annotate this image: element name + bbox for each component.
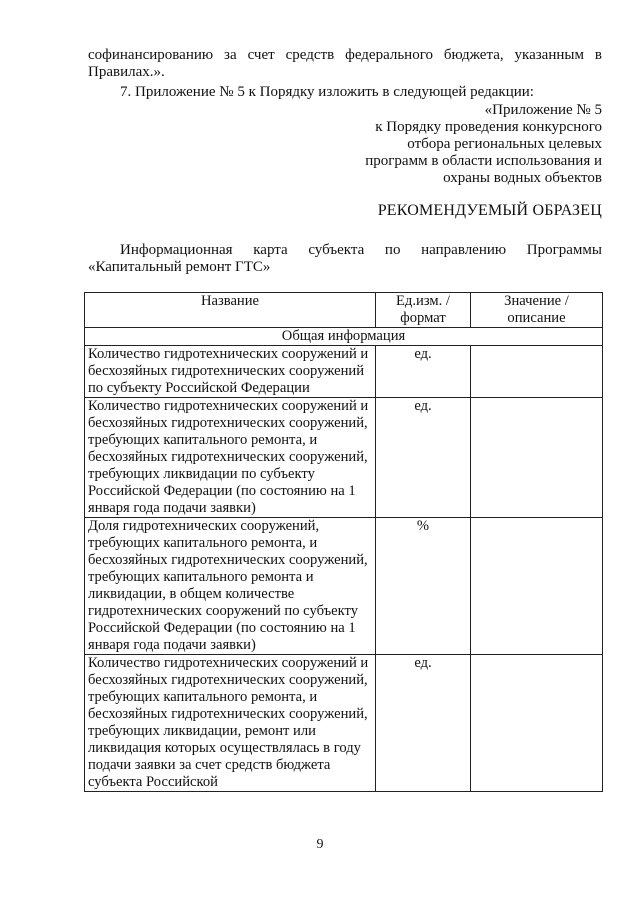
intro-line-1: софинансированию за счет средств федерального бюджета, указанным в: [88, 47, 602, 63]
row-value-cell: [471, 346, 603, 398]
header-name: Название: [85, 293, 376, 328]
row-unit-cell: %: [376, 518, 471, 655]
table-row: [85, 398, 603, 518]
table-row: [85, 518, 603, 655]
row-name-cell: Доля гидротехнических сооружений, требующих капитального ремонта, и бесхозяйных гидротехнических сооружений, требующих капитального ремонта и ликвидации, в общем количестве гидротехнических сооружений по субъекту Российской Федерации (по состоянию на 1 января года подачи заявки): [85, 518, 376, 655]
information-card-table: [84, 292, 603, 792]
intro-line-2: Правилах.».: [88, 64, 165, 80]
row-value-cell: [471, 655, 603, 792]
annex-header-line: отбора региональных целевых: [407, 136, 602, 152]
header-value: Значение / описание: [471, 293, 603, 328]
row-name-cell: Количество гидротехнических сооружений и бесхозяйных гидротехнических сооружений, требующих капитального ремонта, и бесхозяйных гидротехнических сооружений, требующих ликвидации, ремонт или ликвидация которых осуществлялась в году подачи заявки за счет средств бюджета субъекта Российской: [85, 655, 376, 792]
row-name-cell: Количество гидротехнических сооружений и бесхозяйных гидротехнических сооружений, требующих капитального ремонта, и бесхозяйных гидротехнических сооружений, требующих ликвидации по субъекту Российской Федерации (по состоянию на 1 января года подачи заявки): [85, 398, 376, 518]
annex-header-line: охраны водных объектов: [443, 170, 602, 186]
header-unit: Ед.изм. / формат: [376, 293, 471, 328]
table-row: [85, 346, 603, 398]
point-7-text: 7. Приложение № 5 к Порядку изложить в следующей редакции:: [120, 84, 534, 100]
page-number: 9: [316, 837, 324, 852]
annex-header-line: «Приложение № 5: [484, 102, 602, 118]
row-value-cell: [471, 398, 603, 518]
annex-header-line: программ в области использования и: [365, 153, 602, 169]
annex-header-line: к Порядку проведения конкурсного: [375, 119, 602, 135]
row-name-cell: Количество гидротехнических сооружений и бесхозяйных гидротехнических сооружений по субъекту Российской Федерации: [85, 346, 376, 398]
row-unit-cell: ед.: [376, 398, 471, 518]
card-title-line-1: Информационная карта субъекта по направлению Программы: [120, 242, 602, 258]
section-row-general: [85, 328, 603, 346]
sample-heading: РЕКОМЕНДУЕМЫЙ ОБРАЗЕЦ: [377, 202, 602, 219]
table-header-row: [85, 293, 603, 328]
section-title: Общая информация: [85, 328, 603, 346]
row-unit-cell: ед.: [376, 346, 471, 398]
table-row: [85, 655, 603, 792]
row-unit-cell: ед.: [376, 655, 471, 792]
annex-header: [365, 102, 602, 187]
card-title-line-2: «Капитальный ремонт ГТС»: [88, 259, 271, 275]
row-value-cell: [471, 518, 603, 655]
